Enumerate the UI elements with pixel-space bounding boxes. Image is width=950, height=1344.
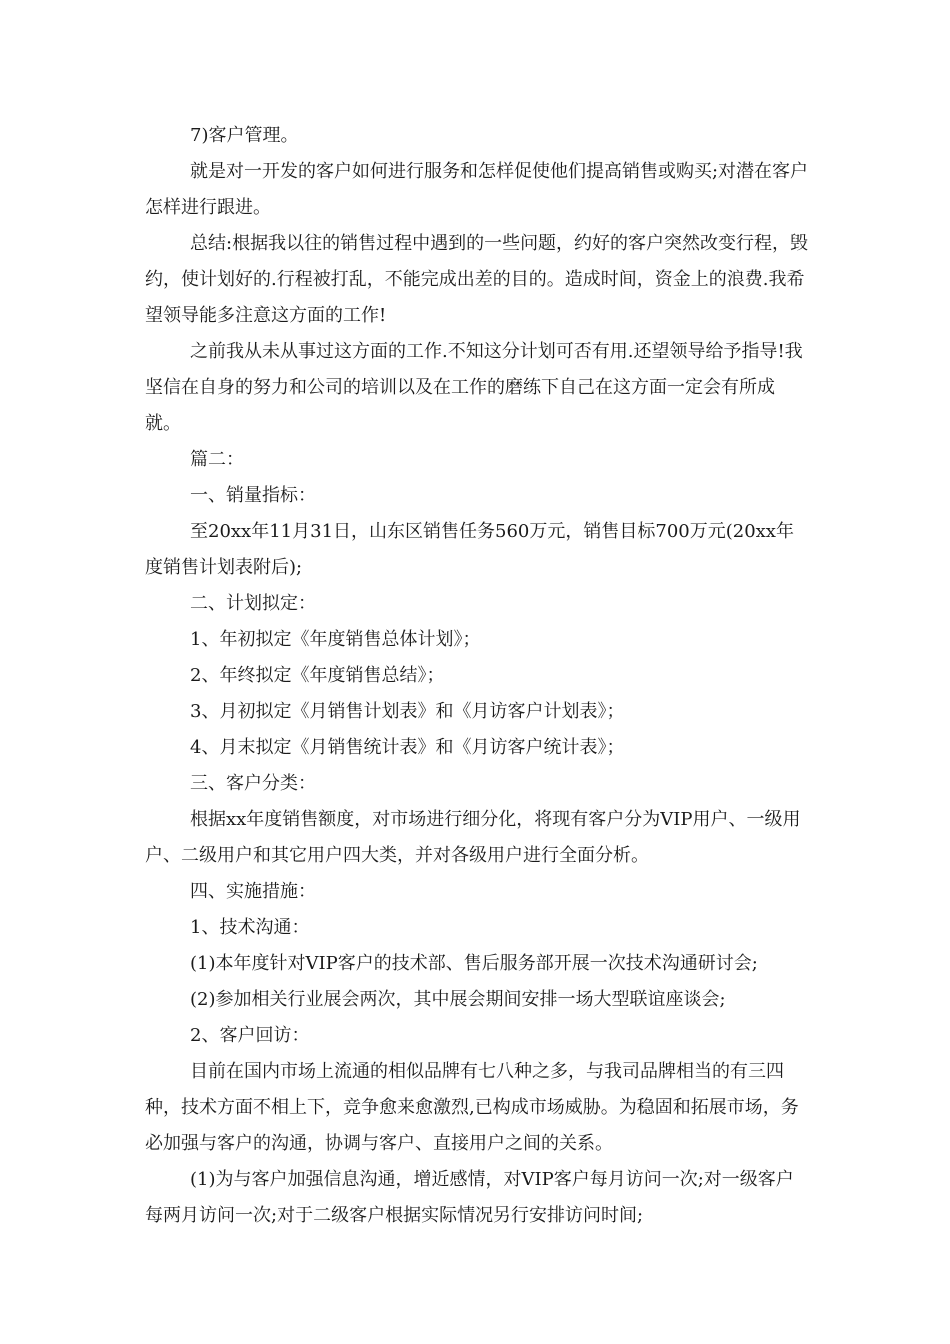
paragraph-customer-management: 就是对一开发的客户如何进行服务和怎样促使他们提高销售或购买;对潜在客户怎样进行跟进。 bbox=[145, 161, 809, 218]
paragraph-customer-management-heading: 7)客户管理。 bbox=[190, 125, 299, 146]
section-title-part-two: 篇二： bbox=[190, 449, 244, 470]
subheading-tech-communication: 1、技术沟通： bbox=[190, 917, 310, 938]
paragraph-sales-target: 至20xx年11月31日，山东区销售任务560万元，销售目标700万元(20xx年度销售计划表附后); bbox=[145, 521, 794, 578]
heading-plan-drafting: 二、计划拟定： bbox=[190, 593, 316, 614]
list-item-plan-3: 3、月初拟定《月销售计划表》和《月访客户计划表》； bbox=[190, 701, 625, 722]
list-item-visit-1: (1)为与客户加强信息沟通，增近感情，对VIP客户每月访问一次;对一级客户每两月访问一次;对于二级客户根据实际情况另行安排访问时间; bbox=[145, 1169, 794, 1226]
list-item-plan-4: 4、月末拟定《月销售统计表》和《月访客户统计表》； bbox=[190, 737, 625, 758]
list-item-tech-2: (2)参加相关行业展会两次，其中展会期间安排一场大型联谊座谈会; bbox=[190, 989, 726, 1010]
paragraph-customer-classification: 根据xx年度销售额度，对市场进行细分化，将现有客户分为VIP用户、一级用户、二级用户和其它用户四大类，并对各级用户进行全面分析。 bbox=[145, 809, 801, 866]
paragraph-closing: 之前我从未从事过这方面的工作.不知这分计划可否有用.还望领导给予指导!我坚信在自身的努力和公司的培训以及在工作的磨练下自己在这方面一定会有所成就。 bbox=[145, 341, 803, 434]
list-item-plan-2: 2、年终拟定《年度销售总结》； bbox=[190, 665, 445, 686]
list-item-tech-1: (1)本年度针对VIP客户的技术部、售后服务部开展一次技术沟通研讨会; bbox=[190, 953, 758, 974]
paragraph-market-competition: 目前在国内市场上流通的相似品牌有七八种之多，与我司品牌相当的有三四种，技术方面不相上下，竞争愈来愈激烈,已构成市场威胁。为稳固和拓展市场，务必加强与客户的沟通，协调与客户、直接用户之间的关系。 bbox=[145, 1061, 799, 1154]
subheading-customer-visits: 2、客户回访： bbox=[190, 1025, 310, 1046]
document-body bbox=[145, 118, 810, 1234]
list-item-plan-1: 1、年初拟定《年度销售总体计划》； bbox=[190, 629, 481, 650]
heading-implementation: 四、实施措施： bbox=[190, 881, 316, 902]
heading-customer-classification: 三、客户分类： bbox=[190, 773, 316, 794]
heading-sales-target: 一、销量指标： bbox=[190, 485, 316, 506]
paragraph-summary: 总结:根据我以往的销售过程中遇到的一些问题，约好的客户突然改变行程，毁约，使计划好的.行程被打乱，不能完成出差的目的。造成时间，资金上的浪费.我希望领导能多注意这方面的工作! bbox=[145, 233, 809, 326]
